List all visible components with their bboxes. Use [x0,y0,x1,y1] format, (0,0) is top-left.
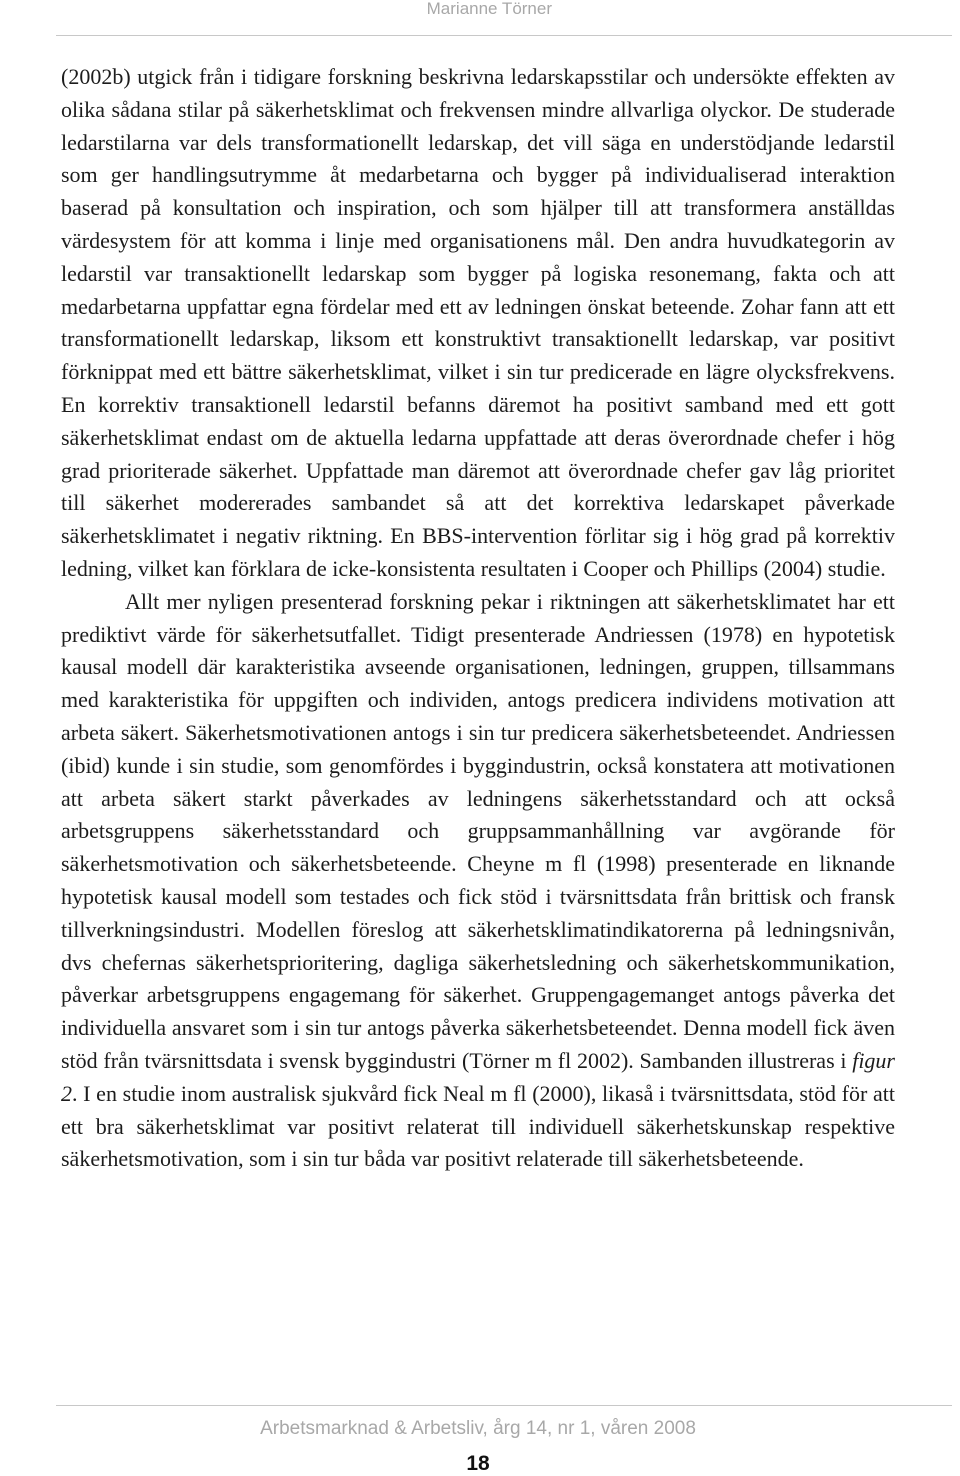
paragraph-2-text-start: Allt mer nyligen presenterad forskning pekar i riktningen att säkerhetsklimatet har ett prediktivt värde för säkerhetsutfallet. Tidigt presenterade Andriessen (1978) en hypotetisk kausal modell där karakteristika avseende organisationen, ledningen, gruppen, tillsammans med karakteristika för uppgiften och individen, antogs predicera individens motivation att arbeta säkert. Säkerhetsmotivationen antogs i sin tur predicera säkerhetsbeteendet. Andriessen (ibid) kunde i sin studie, som genomfördes i byggindustrin, också konstatera att motivationen att arbeta säkert starkt påverkades av ledningens säkerhetsstandard och att också arbetsgruppens säkerhetsstandard och gruppsammanhållning var avgörande för säkerhetsmotivation och säkerhetsbeteende. Cheyne m fl (1998) presenterade en liknande hypotetisk kausal modell som testades och fick stöd i tvärsnittsdata från brittisk och fransk tillverkningsindustri. Modellen föreslog att säkerhetsklimatindikatorerna på ledningsnivån, dvs chefernas säkerhetsprioritering, dagliga säkerhetsledning och säkerhetskommunikation, påverkar arbetsgruppens engagemang för säkerhet. Gruppengagemanget antogs påverka det individuella ansvaret som i sin tur antogs påverka säkerhetsbeteendet. Denna modell fick även stöd från tvärsnittsdata i svensk byggindustri (Törner m fl 2002). Sambanden illustreras i [61,588,895,1073]
running-header-author: Marianne Törner [426,0,552,18]
paragraph-2-text-end: . I en studie inom australisk sjukvård fick Neal m fl (2000), likaså i tvärsnittsdata, stöd för att ett bra säkerhetsklimat var positivt relaterat till individuell säkerhetskunskap respektive säkerhetsmotivation, som i sin tur båda var positivt relaterade till säkerhetsbeteende. [61,1080,895,1172]
paragraph-2 [61,586,895,1176]
article-body [61,61,895,1176]
figure-reference: figur 2 [61,1047,895,1106]
footer-divider [56,1405,952,1406]
page-number: 18 [466,1452,490,1475]
header-divider [56,35,952,36]
footer-journal-citation: Arbetsmarknad & Arbetsliv, årg 14, nr 1, våren 2008 [260,1418,696,1439]
paragraph-1: (2002b) utgick från i tidigare forskning beskrivna ledarskapsstilar och undersökte effekten av olika sådana stilar på säkerhetsklimat och frekvensen mindre allvarliga olyckor. De studerade ledarstilarna var dels transformationellt ledarskap, det vill säga en understödjande ledarstil som ger handlingsutrymme åt medarbetarna och bygger på individualiserad interaktion baserad på konsultation och inspiration, och som hjälper till att transformera anställdas värdesystem för att komma i linje med organisationens mål. Den andra huvudkategorin av ledarstil var transaktionellt ledarskap som bygger på logiska resonemang, fakta och att medarbetarna uppfattar egna fördelar med ett av ledningen önskat beteende. Zohar fann att ett transformationellt ledarskap, liksom ett konstruktivt transaktionellt ledarskap, var positivt förknippat med ett bättre säkerhetsklimat, vilket i sin tur predicerade en lägre olycksfrekvens. En korrektiv transaktionell ledarstil befanns däremot ha positivt samband med ett gott säkerhetsklimat endast om de aktuella ledarna uppfattade att deras överordnade chefer i hög grad prioriterade säkerhet. Uppfattade man däremot att överordnade chefer gav låg prioritet till säkerhet modererades sambandet så att det korrektiva ledarskapet påverkade säkerhetsklimatet i negativ riktning. En BBS-intervention förlitar sig i hög grad på korrektiv ledning, vilket kan förklara de icke-konsistenta resultaten i Cooper och Phillips (2004) studie. [61,64,895,581]
